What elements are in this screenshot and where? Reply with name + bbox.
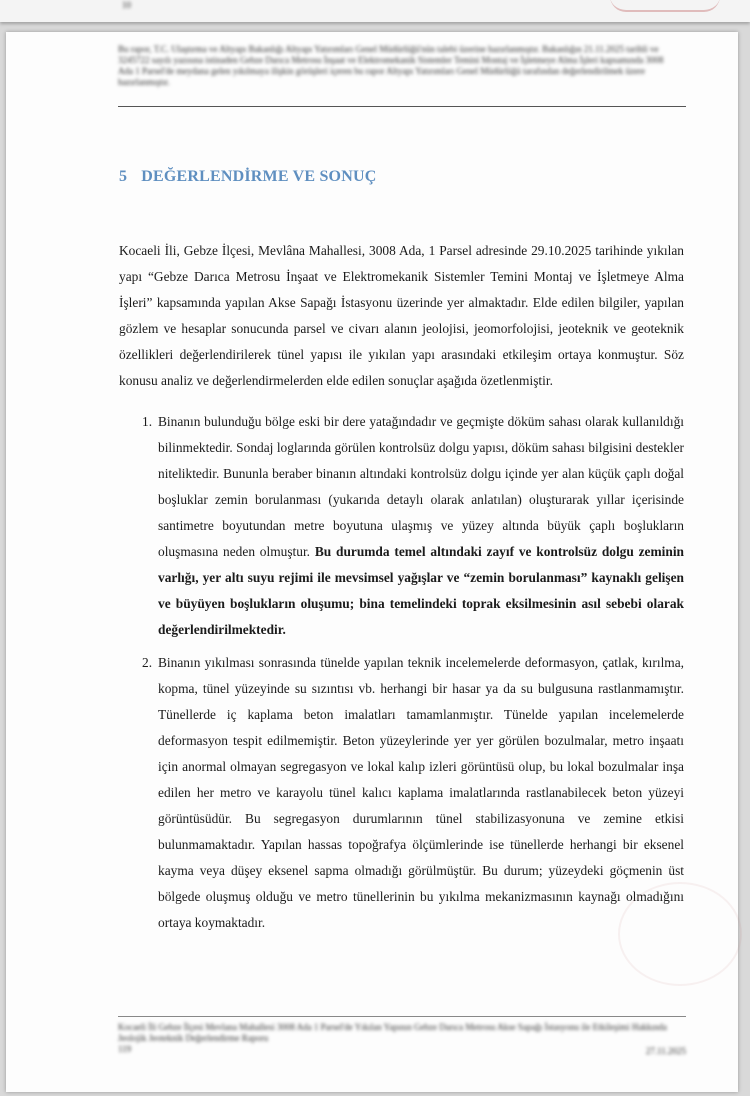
official-stamp-trace <box>618 882 742 986</box>
previous-page-mark: 10 <box>122 0 131 10</box>
footer-title: Kocaeli İli Gebze İlçesi Mevlana Mahallesi 3008 Ada 1 Parsel'de Yıkılan Yapının Gebze Darıca Metrosu Akse Sapağı İstasyonu ile Etkileşimi Hakkında Jeolojik Jeoteknik Değerlendirme Raporu <box>118 1022 667 1043</box>
list-item <box>118 650 684 936</box>
list-item-marker: 2. <box>142 655 153 670</box>
footer-divider <box>118 1016 686 1017</box>
footer-date: 27.11.2025 <box>645 1046 686 1056</box>
document-page <box>6 32 738 1092</box>
list-item-marker: 1. <box>142 414 153 429</box>
list-item-text: Binanın yıkılması sonrasında tünelde yapılan teknik incelemelerde deformasyon, çatlak, kırılma, kopma, tünel yüzeyinde su sızıntısı vb. herhangi bir hasar ya da su bulgusuna rastlanmamıştır. Tünellerde iç kaplama beton imalatları tamamlanmıştır. Tünelde yapılan incelemelerde deformasyon tespit edilmemiştir. Beton yüzeylerinde yer yer görülen bozulmalar, metro inşaatı için anormal olmayan segregasyon ve lokal kalıp izleri görüntüsü olup, bu lokal bozulmalar inşa edilen her metro ve karayolu tünel kalıcı kaplama imalatlarında rastlanabilecek beton yüzeyi görüntüsüdür. Bu segregasyon durumlarının tünel stabilizasyonuna ve zemine etkisi bulunmamaktadır. Yapılan hassas topoğrafya ölçümlerinde ise tünellerde herhangi bir eksenel kayma veya düşey eksenel sapma olmadığı görülmüştür. Bu durum; yüzeydeki göçmenin üst bölgede oluşmuş olduğu ve metro tünellerinin bu yıkılma mekanizmasının kaynağı olmadığını ortaya koymaktadır. <box>158 655 684 930</box>
header-divider <box>118 106 686 107</box>
list-item-text: Binanın bulunduğu bölge eski bir dere yatağındadır ve geçmişte döküm sahası olarak kullanıldığı bilinmektedir. Sondaj loglarında görülen kontrolsüz dolgu yapısı, döküm sahası bilgisini destekler niteliktedir. Bununla beraber binanın altındaki kontrolsüz dolgu içinde yer alan küçük çaplı doğal boşluklar zemin borulanması (yukarıda detaylı olarak anlatılan) oluşturarak yıllar içerisinde santimetre boyutundan metre boyutuna ulaşmış ve yüzey altında büyük çaplı boşlukların oluşmasına neden olmuştur. <box>158 414 684 559</box>
conclusion-list <box>118 409 684 943</box>
section-number: 5 <box>119 168 128 185</box>
list-item-bold-text: Bu durumda temel altındaki zayıf ve kontrolsüz dolgu zeminin varlığı, yer altı suyu rejimi ile mevsimsel yağışlar ve “zemin borulanması” kaynaklı gelişen ve büyüyen boşlukların oluşumu; bina temelindeki toprak eksilmesinin asıl sebebi olarak değerlendirilmektedir. <box>158 544 684 637</box>
footer-page-number: 119 <box>118 1044 132 1054</box>
page-footer-text <box>118 1022 688 1055</box>
previous-page-stamp-trace <box>610 0 720 12</box>
intro-paragraph: Kocaeli İli, Gebze İlçesi, Mevlâna Mahallesi, 3008 Ada, 1 Parsel adresinde 29.10.2025 tarihinde yıkılan yapı “Gebze Darıca Metrosu İnşaat ve Elektromekanik Sistemler Temini Montaj ve İşletmeye Alma İşleri” kapsamında yapılan Akse Sapağı İstasyonu üzerinde yer almaktadır. Elde edilen bilgiler, yapılan gözlem ve hesaplar sonucunda parsel ve civarı alanın jeolojisi, jeomorfolojisi, jeoteknik ve geoteknik özellikleri değerlendirilerek tünel yapısı ile yıkılan yapı arasındaki etkileşim ortaya konmuştur. Söz konusu analiz ve değerlendirmelerden elde edilen sonuçlar aşağıda özetlenmiştir. <box>119 243 684 389</box>
section-heading <box>119 168 376 186</box>
page-header-text: Bu rapor, T.C. Ulaştırma ve Altyapı Bakanlığı Altyapı Yatırımları Genel Müdürlüğü'nün talebi üzerine hazırlanmıştır. Bakanlığın 21.11.2025 tarihli ve 3245722 sayılı yazısına istinaden Gebze Darıca Metrosu İnşaat ve Elektromekanik Sistemler Temini Montaj ve İşletmeye Alma İşleri kapsamında 3008 Ada 1 Parsel'de meydana gelen yıkılmaya ilişkin görüşleri içeren bu rapor Altyapı Yatırımları Genel Müdürlüğü tarafından değerlendirilmek üzere hazırlanmıştır. <box>118 44 664 87</box>
section-title: DEĞERLENDİRME VE SONUÇ <box>141 168 377 185</box>
previous-page-edge <box>0 0 750 22</box>
list-item <box>118 409 684 643</box>
